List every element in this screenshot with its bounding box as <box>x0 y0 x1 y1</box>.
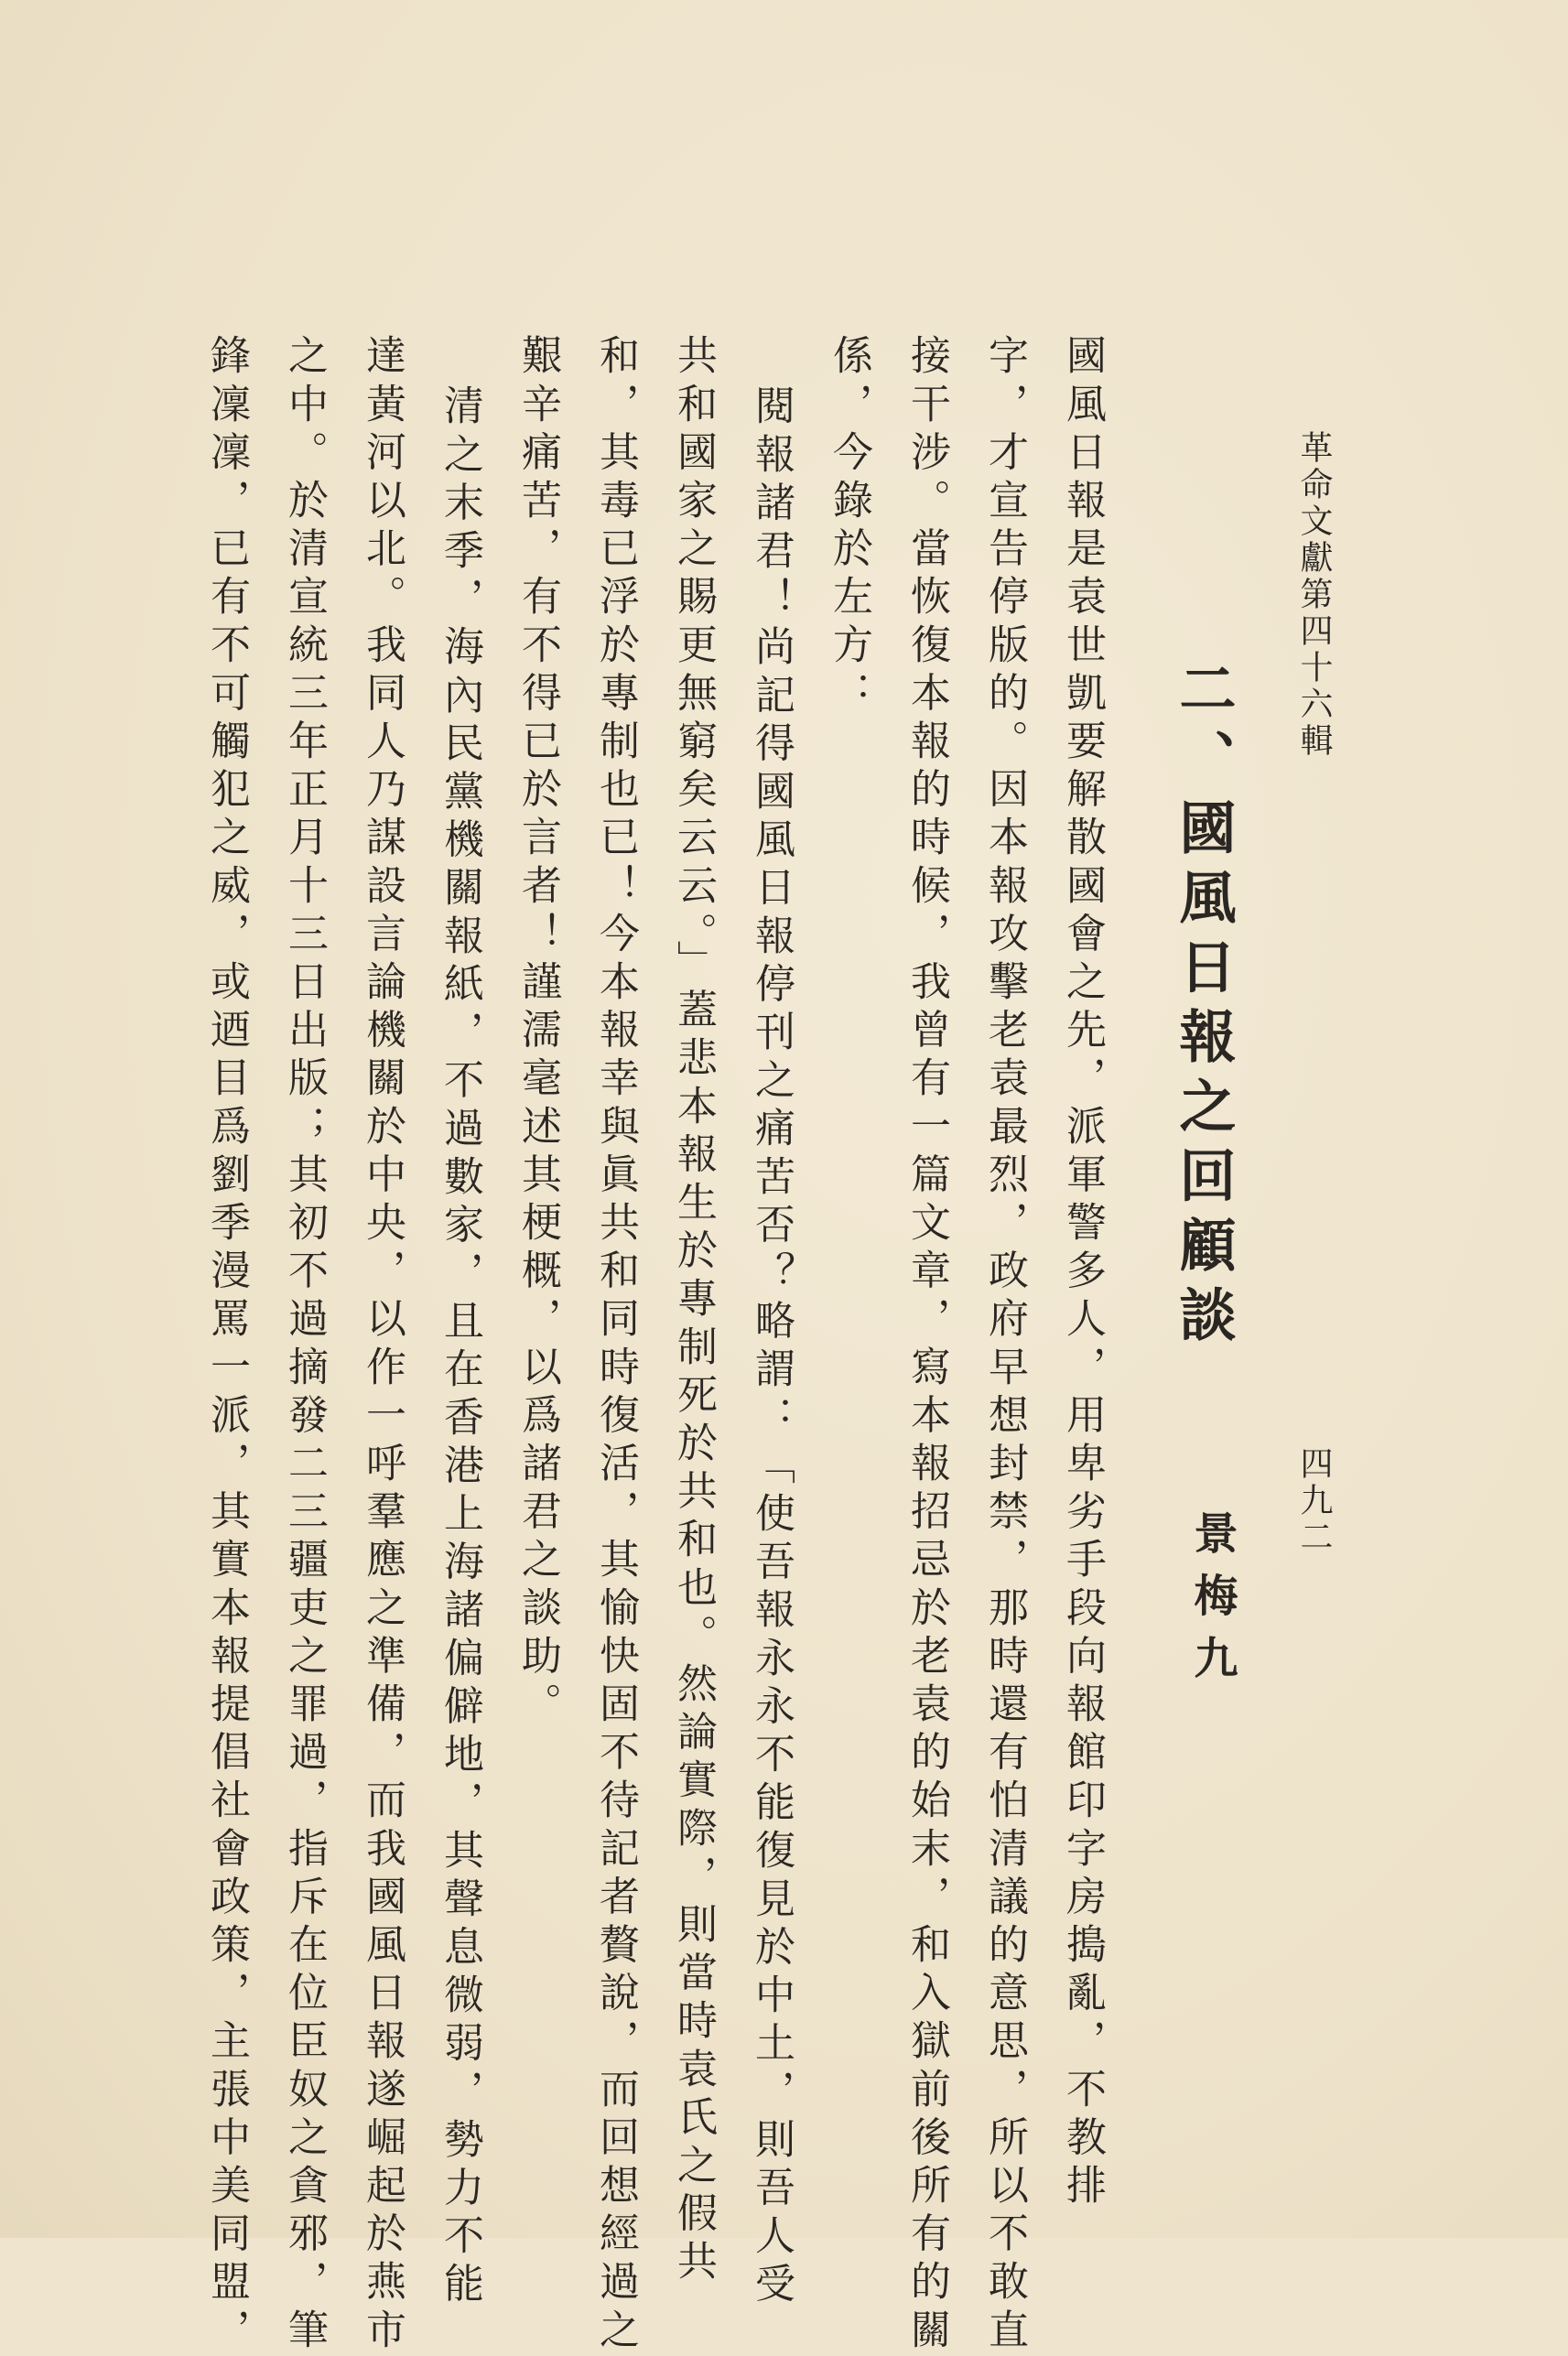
body-column-1: 國風日報是袁世凱要解散國會之先，派軍警多人，用卑劣手段向報館印字房搗亂，不教排 <box>1059 334 1106 2212</box>
body-column-11: 之中。於清宣統三年正月十三日出版；其初不過摘發二三疆吏之罪過，指斥在位臣奴之貪邪，筆 <box>281 334 328 2356</box>
body-column-6: 共和國家之賜更無窮矣云云。」蓋悲本報生於專制死於共和也。然論實際，則當時袁氏之假共 <box>670 334 717 2288</box>
running-head: 革命文獻第四十六輯 <box>1295 430 1333 760</box>
body-column-10: 達黃河以北。我同人乃謀設言論機關於中央，以作一呼羣應之準備，而我國風日報遂崛起於燕市 <box>359 334 406 2356</box>
body-column-4: 係，今錄於左方： <box>826 334 872 719</box>
body-column-12: 鋒凜凜，已有不可觸犯之威，或迺目爲劉季漫罵一派，其實本報提倡社會政策，主張中美同盟， <box>203 334 250 2356</box>
body-column-5: 閱報諸君！尚記得國風日報停刊之痛苦否？略謂：「使吾報永永不能復見於中土，則吾人受 <box>748 384 795 2310</box>
article-title: 二、國風日報之回顧談 <box>1170 659 1237 1355</box>
page-number: 四九二 <box>1295 1446 1333 1556</box>
article-author: 景梅九 <box>1186 1510 1238 1697</box>
body-column-7: 和，其毒已浮於專制也已！今本報幸與眞共和同時復活，其愉快固不待記者贅說，而回想經過之 <box>592 334 639 2356</box>
body-column-8: 艱辛痛苦，有不得已於言者！謹濡毫述其梗概，以爲諸君之談助。 <box>514 334 561 1731</box>
body-column-3: 接干涉。當恢復本報的時候，我曾有一篇文章，寫本報招忌於老袁的始末，和入獄前後所有的關 <box>903 334 950 2356</box>
body-column-2: 字，才宣告停版的。因本報攻擊老袁最烈，政府早想封禁，那時還有怕清議的意思，所以不敢直 <box>981 334 1028 2356</box>
body-column-9: 清之末季，海內民黨機關報紙，不過數家，且在香港上海諸偏僻地，其聲息微弱，勢力不能 <box>437 384 483 2310</box>
